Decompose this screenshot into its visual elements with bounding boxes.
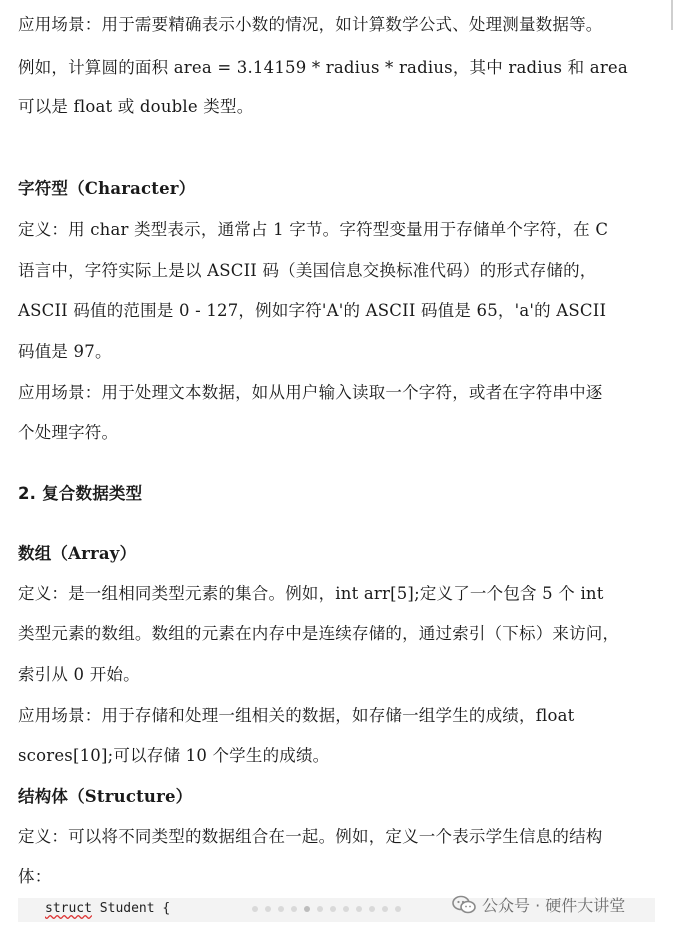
heading-section-2: 2. 复合数据类型 [18,484,143,503]
paragraph-line: 体： [18,867,52,886]
carousel-dot[interactable] [382,906,388,912]
paragraph-line: 个处理字符。 [18,423,119,442]
heading-array: 数组（Array） [18,544,137,563]
paragraph-line: scores[10];可以存储 10 个学生的成绩。 [18,746,330,765]
paragraph-line: 可以是 float 或 double 类型。 [18,97,254,116]
paragraph-line: 索引从 0 开始。 [18,665,140,684]
watermark [452,893,625,916]
carousel-dot[interactable] [317,906,323,912]
code-keyword: struct [45,901,92,916]
paragraph-line: 码值是 97。 [18,342,112,361]
paragraph-line: 语言中，字符实际上是以 ASCII 码（美国信息交换标准代码）的形式存储的， [18,261,597,280]
wechat-icon [452,895,476,915]
carousel-dots[interactable] [252,906,401,912]
paragraph-line: 类型元素的数组。数组的元素在内存中是连续存储的，通过索引（下标）来访问， [18,624,620,643]
paragraph-line: ASCII 码值的范围是 0 - 127，例如字符'A'的 ASCII 码值是 65，'a'的 ASCII [18,301,607,320]
carousel-dot[interactable] [278,906,284,912]
paragraph-line: 应用场景：用于处理文本数据，如从用户输入读取一个字符，或者在字符串中逐 [18,383,603,402]
carousel-dot[interactable] [291,906,297,912]
watermark-text: 公众号 · 硬件大讲堂 [482,896,626,915]
carousel-dot[interactable] [252,906,258,912]
paragraph-line: 应用场景：用于需要精确表示小数的情况，如计算数学公式、处理测量数据等。 [18,15,603,34]
carousel-dot[interactable] [343,906,349,912]
carousel-dot[interactable] [330,906,336,912]
carousel-dot[interactable] [369,906,375,912]
heading-structure: 结构体（Structure） [18,787,193,806]
heading-character: 字符型（Character） [18,179,196,198]
paragraph-line: 例如，计算圆的面积 area = 3.14159 * radius * radius，其中 radius 和 area [18,58,628,77]
carousel-dot[interactable] [304,906,310,912]
paragraph-line: 定义：可以将不同类型的数据组合在一起。例如，定义一个表示学生信息的结构 [18,827,603,846]
code-rest: Student { [91,901,171,916]
paragraph-line: 定义：是一组相同类型元素的集合。例如，int arr[5];定义了一个包含 5 个 int [18,584,604,603]
carousel-dot[interactable] [356,906,362,912]
carousel-dot[interactable] [265,906,271,912]
carousel-dot[interactable] [395,906,401,912]
paragraph-line: 应用场景：用于存储和处理一组相关的数据，如存储一组学生的成绩，float [18,706,575,725]
paragraph-line: 定义：用 char 类型表示，通常占 1 字节。字符型变量用于存储单个字符，在 C [18,220,609,239]
code-line [45,901,170,916]
